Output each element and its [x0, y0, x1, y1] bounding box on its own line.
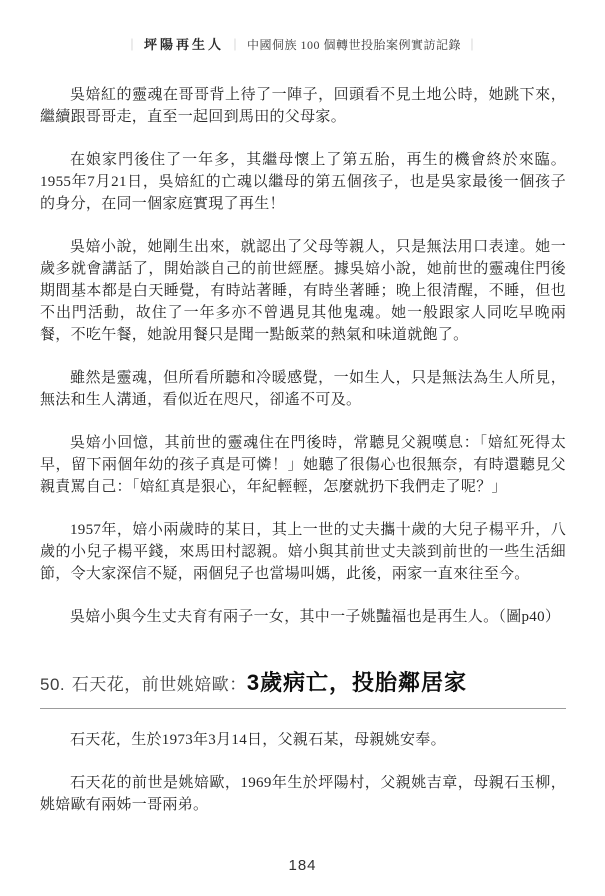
- page-number: 184: [288, 857, 317, 874]
- case50-paragraph-2: 石天花的前世是姚婄歐，1969年生於坪陽村，父親姚吉章，母親石玉柳，姚婄歐有兩姊一哥兩弟。: [40, 775, 566, 813]
- case49-paragraph-3: 吳婄小說，她剛生出來，就認出了父母等親人，只是無法用口表達。她一歲多就會講話了，開始談自己的前世經歷。據吳婄小說，她前世的靈魂住門後期間基本都是白天睡覺，有時站著睡，有時坐著睡；晚上很清醒，不睡，但也不出門活動，故住了一年多亦不曾遇見其他鬼魂。她一般跟家人同吃早晚兩餐，不吃午餐，她說用餐只是聞一點飯菜的熱氣和味道就飽了。: [40, 239, 566, 343]
- case49-paragraph-6: 1957年，婄小兩歲時的某日，其上一世的丈夫攜十歲的大兒子楊平升，八歲的小兒子楊平錢，來馬田村認親。婄小與其前世丈夫談到前世的一些生活細節，令大家深信不疑，兩個兒子也當場叫媽，此後，兩家一直來往至今。: [40, 522, 566, 582]
- page-content: [40, 84, 566, 837]
- case49-paragraph-4: 雖然是靈魂，但所看所聽和冷暖感覺，一如生人，只是無法為生人所見，無法和生人溝通，看似近在咫尺，卻遙不可及。: [40, 370, 566, 408]
- book-subtitle: 中國侗族 100 個轉世投胎案例實訪記錄: [247, 38, 462, 52]
- header-separator: ｜: [466, 38, 480, 52]
- case50-paragraph-1: 石天花，生於1973年3月14日，父親石某，母親姚安奉。: [70, 732, 446, 748]
- case49-paragraph-1: 吳婄紅的靈魂在哥哥背上待了一陣子，回頭看不見土地公時，她跳下來，繼續跟哥哥走，直至一起回到馬田的父母家。: [40, 87, 566, 125]
- case50-heading-number: 50.: [40, 675, 66, 694]
- case49-paragraph-2: 在娘家門後住了一年多，其繼母懷上了第五胎，再生的機會終於來臨。1955年7月21日，吳婄紅的亡魂以繼母的第五個孩子，也是吳家最後一個孩子的身分，在同一個家庭實現了再生！: [40, 152, 566, 212]
- case49-paragraph-7: 吳婄小與今生丈夫育有兩子一女，其中一子姚豔福也是再生人。（圖p40）: [70, 609, 561, 625]
- running-header: [0, 34, 605, 53]
- header-separator: ｜: [125, 38, 139, 52]
- case49-paragraph-5: 吳婄小回憶，其前世的靈魂住在門後時，常聽見父親嘆息：「婄紅死得太早，留下兩個年幼的孩子真是可憐！」她聽了很傷心也很無奈，有時還聽見父親責罵自己：「婄紅真是狠心，年紀輕輕，怎麼就扔下我們走了呢？」: [40, 435, 566, 495]
- book-title: 坪陽再生人: [143, 37, 224, 52]
- case50-section-heading: [40, 668, 566, 700]
- header-separator: ｜: [228, 38, 242, 52]
- section-divider-rule: [40, 708, 566, 709]
- case50-heading-names: 石天花，前世姚婄歐：: [71, 675, 247, 694]
- case50-heading-emphasis: 3歲病亡，投胎鄰居家: [246, 670, 468, 695]
